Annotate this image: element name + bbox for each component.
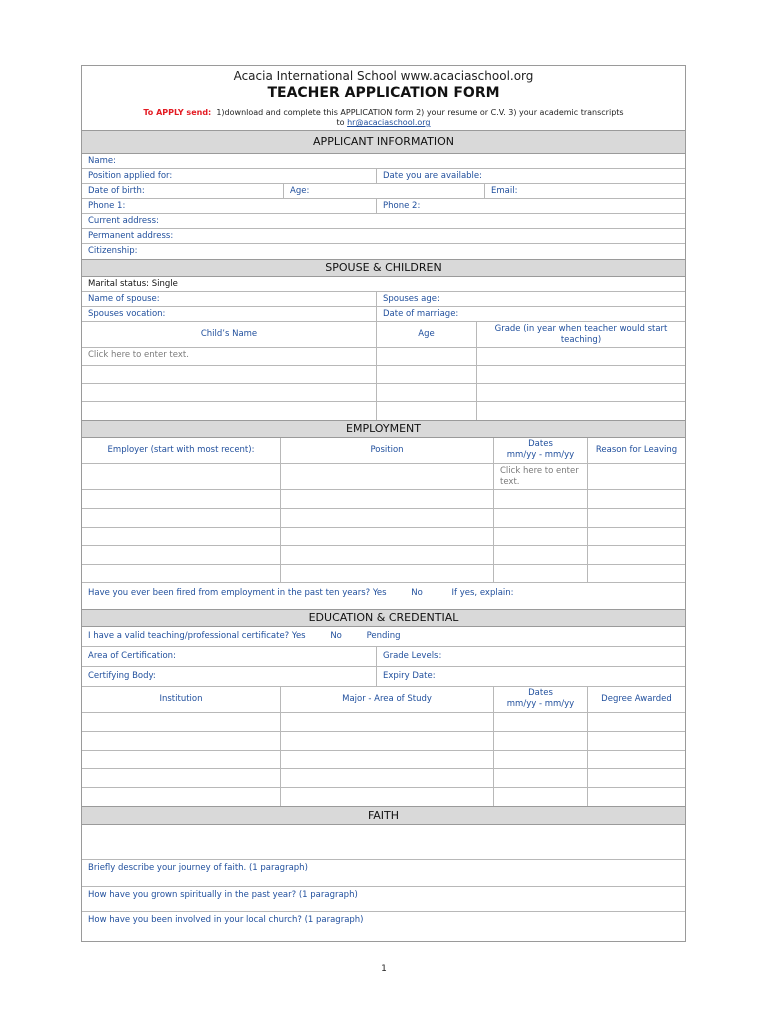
row-name — [82, 154, 685, 169]
child-age-input[interactable] — [376, 402, 476, 420]
row-faith-q1 — [82, 860, 685, 887]
child-name-input[interactable] — [82, 402, 376, 420]
cert-no-option[interactable]: No — [330, 631, 342, 641]
employment-row-6 — [82, 565, 685, 583]
degree-input[interactable] — [587, 769, 685, 787]
employer-input[interactable] — [82, 565, 280, 582]
employer-input[interactable] — [82, 528, 280, 545]
col-child-age: Age — [376, 322, 476, 347]
child-age-input[interactable] — [376, 348, 476, 365]
row-certifying-body — [82, 667, 685, 687]
cert-question-text: I have a valid teaching/professional certificate? — [88, 631, 290, 641]
employment-header-row — [82, 438, 685, 464]
section-spouse: SPOUSE & CHILDREN — [82, 259, 685, 277]
degree-input[interactable] — [587, 713, 685, 731]
dates-input[interactable] — [493, 565, 587, 582]
row-spouse-vocation — [82, 307, 685, 322]
child-row-1 — [82, 348, 685, 366]
apply-label: To APPLY send: — [143, 108, 212, 117]
major-input[interactable] — [280, 732, 493, 750]
employment-row-5 — [82, 546, 685, 565]
child-name-input[interactable] — [82, 384, 376, 401]
position-input[interactable] — [280, 490, 493, 508]
email-field[interactable]: Email: — [484, 184, 685, 198]
col-child-name: Child’s Name — [200, 329, 258, 339]
employer-input[interactable] — [82, 490, 280, 508]
col-major: Major - Area of Study — [280, 687, 493, 712]
row-phone — [82, 199, 685, 214]
major-input[interactable] — [280, 788, 493, 806]
child-grade-input[interactable] — [476, 366, 685, 383]
col-employer: Employer (start with most recent): — [107, 445, 255, 455]
dates-input[interactable]: Click here to enter text. — [493, 464, 587, 489]
row-marital — [82, 277, 685, 292]
name-field[interactable]: Name: — [88, 156, 116, 166]
major-input[interactable] — [280, 751, 493, 768]
child-row-2 — [82, 366, 685, 384]
school-name: Acacia International School www.acaciaschool.org — [233, 69, 534, 83]
employment-row-3 — [82, 509, 685, 528]
col-reason: Reason for Leaving — [587, 438, 685, 463]
position-input[interactable] — [280, 509, 493, 527]
child-row-4 — [82, 402, 685, 420]
faith-growth-field[interactable]: How have you grown spiritually in the past year? (1 paragraph) — [88, 890, 358, 900]
section-faith: FAITH — [82, 806, 685, 825]
permanent-address-field[interactable]: Permanent address: — [88, 231, 174, 241]
apply-text: 1)download and complete this APPLICATION form 2) your resume or C.V. 3) your academic transcripts — [216, 108, 624, 117]
spouse-name-field[interactable]: Name of spouse: — [88, 294, 160, 304]
institution-input[interactable] — [82, 788, 280, 806]
institution-input[interactable] — [82, 713, 280, 731]
spouse-vocation-field[interactable]: Spouses vocation: — [88, 309, 166, 319]
marital-status-field[interactable]: Marital status: Single — [88, 279, 178, 289]
cert-pending-option[interactable]: Pending — [366, 631, 401, 641]
employer-input[interactable] — [82, 546, 280, 564]
row-area-certification — [82, 647, 685, 667]
section-employment: EMPLOYMENT — [82, 420, 685, 438]
row-cert-question — [82, 627, 685, 647]
edu-dates-input[interactable] — [493, 788, 587, 806]
row-permanent-address — [82, 229, 685, 244]
col-dates-label: Dates — [528, 439, 553, 449]
row-position — [82, 169, 685, 184]
fired-yes-option[interactable]: Yes — [372, 588, 387, 598]
spouse-age-field[interactable]: Spouses age: — [376, 292, 685, 306]
col-institution: Institution — [159, 694, 203, 704]
area-certification-field[interactable]: Area of Certification: — [88, 651, 176, 661]
phone1-field[interactable]: Phone 1: — [88, 201, 126, 211]
position-field[interactable]: Position applied for: — [88, 171, 173, 181]
age-field[interactable]: Age: — [283, 184, 484, 198]
available-field[interactable]: Date you are available: — [376, 169, 685, 183]
col-child-grade: Grade (in year when teacher would start teaching) — [476, 322, 685, 347]
child-grade-input[interactable] — [476, 384, 685, 401]
col-dates — [493, 438, 587, 463]
dob-field[interactable]: Date of birth: — [88, 186, 145, 196]
employment-row-4 — [82, 528, 685, 546]
reason-input[interactable] — [587, 509, 685, 527]
form-header — [82, 66, 685, 130]
form-title: TEACHER APPLICATION FORM — [267, 85, 500, 101]
education-row-4 — [82, 769, 685, 788]
degree-input[interactable] — [587, 788, 685, 806]
faith-blank-area[interactable] — [82, 825, 685, 860]
institution-input[interactable] — [82, 732, 280, 750]
apply-instructions — [82, 108, 685, 128]
dates-input[interactable] — [493, 490, 587, 508]
col-edu-dates-format: mm/yy - mm/yy — [506, 699, 575, 709]
dates-input[interactable] — [493, 509, 587, 527]
education-row-5 — [82, 788, 685, 806]
fired-no-option[interactable]: No — [411, 588, 423, 598]
faith-church-field[interactable]: How have you been involved in your local church? (1 paragraph) — [88, 915, 364, 925]
expiry-date-field[interactable]: Expiry Date: — [376, 667, 685, 686]
child-age-input[interactable] — [376, 384, 476, 401]
dates-input[interactable] — [493, 528, 587, 545]
degree-input[interactable] — [587, 732, 685, 750]
row-faith-q2 — [82, 887, 685, 912]
reason-input[interactable] — [587, 546, 685, 564]
edu-dates-input[interactable] — [493, 713, 587, 731]
section-education: EDUCATION & CREDENTIAL — [82, 609, 685, 627]
col-dates-format: mm/yy - mm/yy — [506, 450, 575, 460]
phone2-field[interactable]: Phone 2: — [376, 199, 685, 213]
citizenship-field[interactable]: Citizenship: — [88, 246, 138, 256]
degree-input[interactable] — [587, 751, 685, 768]
position-input[interactable] — [280, 565, 493, 582]
fired-explain-field[interactable]: If yes, explain: — [451, 588, 514, 598]
child-grade-input[interactable] — [476, 402, 685, 420]
reason-input[interactable] — [587, 565, 685, 582]
child-name-input[interactable] — [82, 366, 376, 383]
education-header-row — [82, 687, 685, 713]
child-name-input[interactable]: Click here to enter text. — [88, 350, 189, 360]
page-number: 1 — [381, 964, 387, 974]
marriage-date-field[interactable]: Date of marriage: — [376, 307, 685, 321]
col-degree: Degree Awarded — [587, 687, 685, 712]
institution-input[interactable] — [82, 751, 280, 768]
cert-yes-option[interactable]: Yes — [291, 631, 306, 641]
position-input[interactable] — [280, 546, 493, 564]
row-current-address — [82, 214, 685, 229]
employer-input[interactable] — [82, 509, 280, 527]
position-input[interactable] — [280, 464, 493, 489]
edu-dates-input[interactable] — [493, 732, 587, 750]
row-spouse-name — [82, 292, 685, 307]
major-input[interactable] — [280, 769, 493, 787]
apply-email-link[interactable]: hr@acaciaschool.org — [347, 118, 431, 127]
grade-levels-field[interactable]: Grade Levels: — [376, 647, 685, 666]
col-position: Position — [280, 438, 493, 463]
employment-row-2 — [82, 490, 685, 509]
faith-journey-field[interactable]: Briefly describe your journey of faith. (1 paragraph) — [88, 863, 308, 873]
child-grade-input[interactable] — [476, 348, 685, 365]
col-edu-dates — [493, 687, 587, 712]
employer-input[interactable] — [82, 464, 280, 489]
fired-question — [82, 583, 685, 609]
education-row-1 — [82, 713, 685, 732]
row-dob — [82, 184, 685, 199]
row-citizenship — [82, 244, 685, 259]
reason-input[interactable] — [587, 528, 685, 545]
edu-dates-input[interactable] — [493, 769, 587, 787]
children-header-row — [82, 322, 685, 348]
position-input[interactable] — [280, 528, 493, 545]
education-row-2 — [82, 732, 685, 751]
institution-input[interactable] — [82, 769, 280, 787]
child-age-input[interactable] — [376, 366, 476, 383]
reason-input[interactable] — [587, 464, 685, 489]
child-row-3 — [82, 384, 685, 402]
row-fired-question — [82, 583, 685, 609]
reason-input[interactable] — [587, 490, 685, 508]
apply-to: to — [336, 118, 345, 127]
education-row-3 — [82, 751, 685, 769]
application-form — [81, 65, 686, 942]
fired-question-text: Have you ever been fired from employment in the past ten years? — [88, 588, 371, 598]
cert-question — [82, 627, 685, 646]
col-edu-dates-label: Dates — [528, 688, 553, 698]
edu-dates-input[interactable] — [493, 751, 587, 768]
certifying-body-field[interactable]: Certifying Body: — [88, 671, 156, 681]
major-input[interactable] — [280, 713, 493, 731]
dates-input[interactable] — [493, 546, 587, 564]
current-address-field[interactable]: Current address: — [88, 216, 159, 226]
employment-row-1 — [82, 464, 685, 490]
section-applicant: APPLICANT INFORMATION — [82, 130, 685, 154]
row-faith-q3 — [82, 912, 685, 941]
